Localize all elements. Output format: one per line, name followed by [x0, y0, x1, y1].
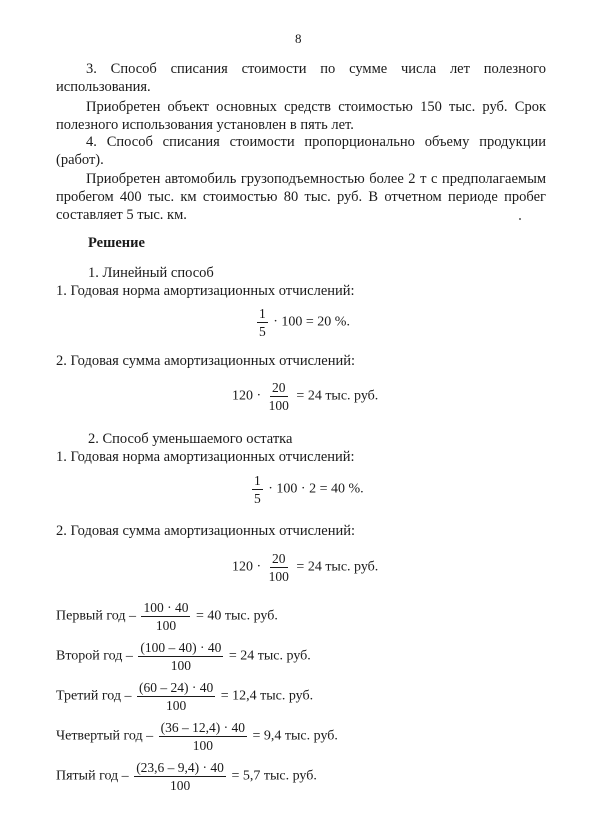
fraction: $\frac{(100 - 40) \cdot 40}{100}$: [140, 640, 222, 673]
method-4-title: 4. Способ списания стоимости пропорционально объему продукции (работ).: [56, 134, 546, 168]
method-2-rate-label: 1. Годовая норма амортизационных отчислений:: [56, 449, 355, 465]
fraction: $\frac{(36 - 12,4) \cdot 40}{100}$: [160, 720, 245, 753]
page-number: 8: [295, 31, 302, 46]
fraction: $\frac{1}{5}$: [254, 473, 261, 506]
year-5-row: Пятый год – $\frac{(23,6 - 9,4) \cdot 40}{100}$ = 5,7 тыс. руб.: [56, 760, 317, 793]
method-2-title: 2. Способ уменьшаемого остатка: [88, 431, 293, 447]
fraction: $\frac{100 \cdot 40}{100}$: [143, 600, 189, 633]
method-2-sum-label: 2. Годовая сумма амортизационных отчислений:: [56, 523, 356, 539]
method-2-rate-formula: $\frac{1}{5}$ · 100 · 2 = 40 %.: [254, 473, 364, 506]
method-2-sum-formula: 120 · $\frac{20}{100}$ = 24 тыс. руб.: [232, 551, 379, 584]
year-1-row: Первый год – $\frac{100 \cdot 40}{100}$ = 40 тыс. руб.: [56, 600, 278, 633]
method-1-sum-formula: 120 · $\frac{20}{100}$ = 24 тыс. руб.: [232, 380, 379, 413]
method-3-title: 3. Способ списания стоимости по сумме числа лет полезного использования.: [56, 61, 546, 95]
fraction: $\frac{(60 - 24) \cdot 40}{100}$: [138, 680, 214, 713]
method-1-rate-formula: $\frac{1}{5}$ · 100 = 20 %.: [259, 306, 350, 339]
fraction: $\frac{(23,6 - 9,4) \cdot 40}{100}$: [136, 760, 224, 793]
method-3-description: Приобретен объект основных средств стоимостью 150 тыс. руб. Срок полезного использования установлен в пять лет.: [56, 99, 546, 133]
fraction: $\frac{1}{5}$: [259, 306, 266, 339]
method-1-sum-label: 2. Годовая сумма амортизационных отчислений:: [56, 353, 356, 369]
year-3-row: Третий год – $\frac{(60 - 24) \cdot 40}{100}$ = 12,4 тыс. руб.: [56, 680, 314, 713]
method-4-description: Приобретен автомобиль грузоподъемностью более 2 т с предполагаемым пробегом 400 тыс. км стоимостью 80 тыс. руб. В отчетном периоде пробег составляет 5 тыс. км.: [56, 171, 546, 223]
method-1-rate-label: 1. Годовая норма амортизационных отчислений:: [56, 283, 355, 299]
year-4-row: Четвертый год – $\frac{(36 - 12,4) \cdot 40}{100}$ = 9,4 тыс. руб.: [56, 720, 338, 753]
method-1-title: 1. Линейный способ: [88, 265, 214, 281]
solution-heading: Решение: [88, 235, 145, 251]
scan-speck: [519, 218, 521, 220]
year-2-row: Второй год – $\frac{(100 - 40) \cdot 40}{100}$ = 24 тыс. руб.: [56, 640, 311, 673]
fraction: $\frac{20}{100}$: [268, 551, 289, 584]
fraction: $\frac{20}{100}$: [268, 380, 289, 413]
